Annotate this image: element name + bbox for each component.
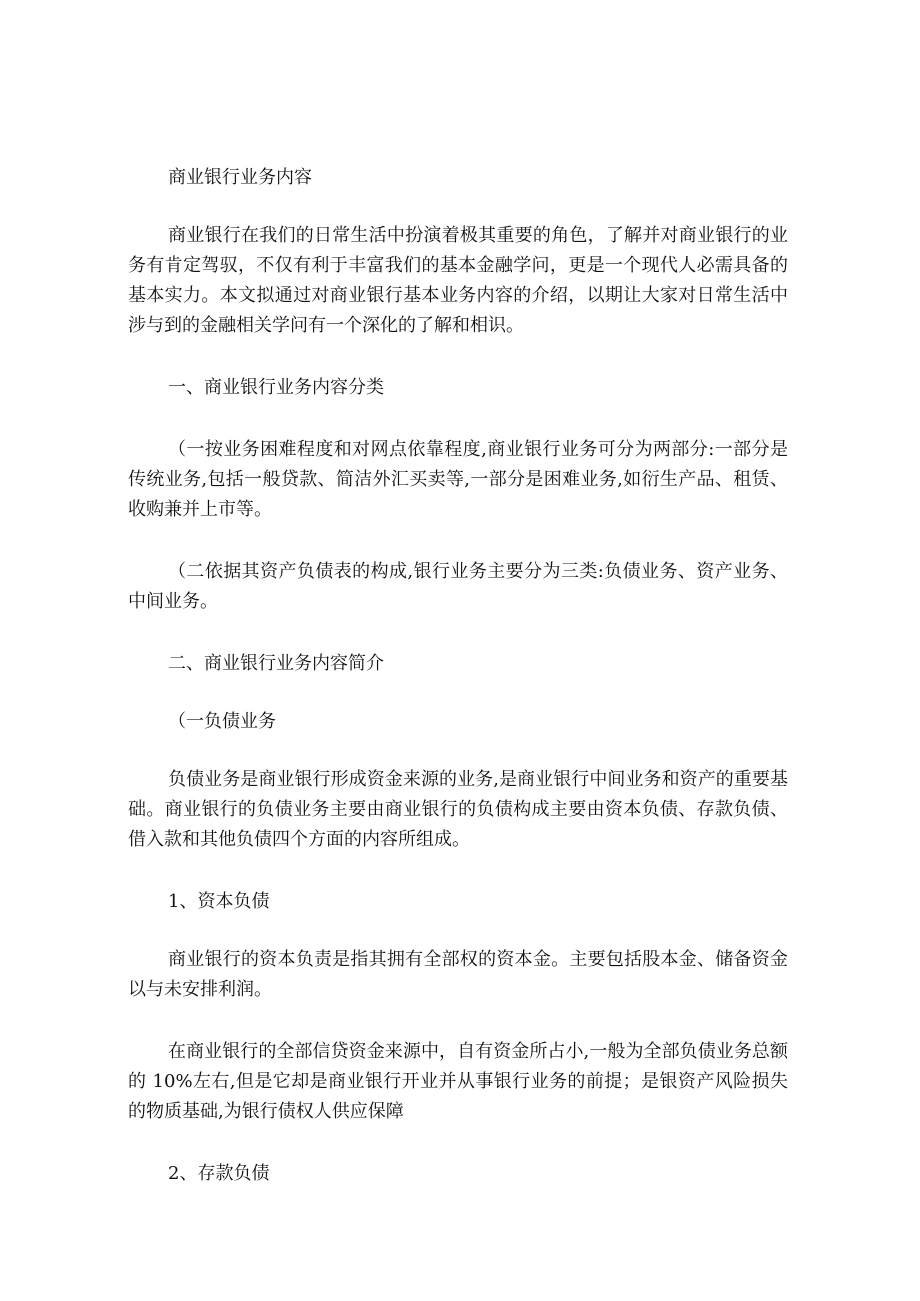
paragraph-classification-1: （一按业务困难程度和对网点依靠程度,商业银行业务可分为两部分:一部分是传统业务,包括一般贷款、简洁外汇买卖等,一部分是困难业务,如衍生产品、租赁、收购兼并上市等。 [128,439,788,520]
paragraph-liability: 负债业务是商业银行形成资金来源的业务,是商业银行中间业务和资产的重要基础。商业银行的负债业务主要由商业银行的负债构成主要由资本负债、存款负债、借入款和其他负债四个方面的内容所组成。 [128,769,788,850]
item-heading-deposit: 2、存款负债 [168,1163,270,1184]
paragraph-classification-2: （二依据其资产负债表的构成,银行业务主要分为三类:负债业务、资产业务、中间业务。 [128,561,788,612]
paragraph-capital: 商业银行的资本负责是指其拥有全部权的资本金。主要包括股本金、储备资金以与未安排利润。 [128,949,788,1000]
section-heading-2: 二、商业银行业务内容简介 [168,653,384,674]
subsection-heading-liability: （一负债业务 [168,711,276,732]
section-heading-1: 一、商业银行业务内容分类 [168,377,384,398]
document-body [128,163,788,1189]
paragraph-intro: 商业银行在我们的日常生活中扮演着极其重要的角色，了解并对商业银行的业务有肯定驾驭，不仅有利于丰富我们的基本金融学问，更是一个现代人必需具备的基本实力。本文拟通过对商业银行基本业务内容的介绍，以期让大家对日常生活中涉与到的金融相关学问有一个深化的了解和相识。 [128,225,788,336]
paragraph-own-funds: 在商业银行的全部信贷资金来源中，自有资金所占小,一般为全部负债业务总额的 10%左右,但是它却是商业银行开业并从事银行业务的前提；是银资产风险损失的物质基础,为银行债权人供应保障 [128,1041,788,1122]
document-title: 商业银行业务内容 [168,167,312,188]
item-heading-capital: 1、资本负债 [168,891,270,912]
